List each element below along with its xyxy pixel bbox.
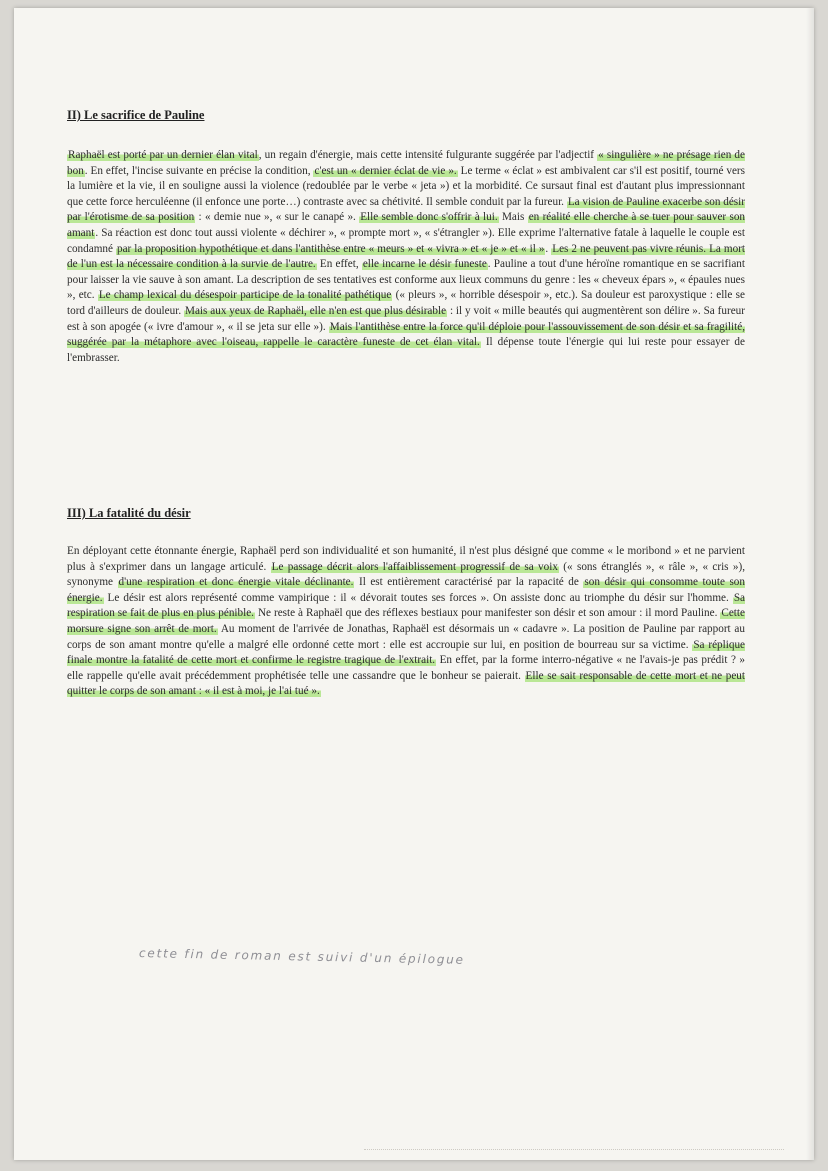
highlight: Sa réplique finale montre la fatalité de cette mort et confirme le registre tragique de l'extrait.	[67, 638, 746, 667]
highlight: Le passage décrit alors l'affaiblissement progressif de sa voix	[271, 560, 558, 573]
section-heading-fatalite: III) La fatalité du désir	[67, 506, 191, 520]
highlight: La vision de Pauline exacerbe son désir par l'érotisme de sa position	[67, 195, 745, 224]
section-heading-sacrifice: II) Le sacrifice de Pauline	[67, 108, 205, 122]
sleeve-edge-divider	[364, 1141, 784, 1150]
highlight: elle incarne le désir funeste	[362, 258, 487, 271]
highlight: en réalité elle cherche à se tuer pour sauver son amant	[67, 211, 746, 239]
highlight: d'une respiration et donc énergie vitale déclinante.	[118, 576, 354, 589]
highlight: Le champ lexical du désespoir participe de la tonalité pathétique	[98, 289, 392, 302]
highlight: Elle se sait responsable de cette mort et ne peut quitter le corps de son amant : « il est à moi, je l'ai tué ».	[67, 669, 745, 698]
document-page	[14, 8, 814, 1160]
highlight: Mais l'antithèse entre la force qu'il déploie pour l'assouvissement de son désir et sa fragilité, suggérée par la métaphore avec l'oiseau, rappelle le caractère funeste de cet élan vital.	[67, 320, 745, 349]
highlight: Les 2 ne peuvent pas vivre réunis. La mort de l'un est la nécessaire condition à la survie de l'autre.	[67, 242, 746, 271]
highlight: « singulière » ne présage rien de bon	[67, 149, 745, 177]
highlight: par la proposition hypothétique et dans l'antithèse entre « meurs » et « vivra » et « je » et « il »	[117, 242, 545, 255]
highlight: Sa respiration se fait de plus en plus pénible.	[67, 591, 745, 620]
highlight: Elle semble donc s'offrir à lui.	[360, 211, 498, 224]
highlight: Raphaël est porté par un dernier élan vital	[68, 149, 258, 161]
highlight: son désir qui consomme toute son énergie.	[67, 576, 745, 604]
highlight: Cette morsure signe son arrêt de mort.	[67, 607, 745, 635]
paragraph-fatalite: En déployant cette étonnante énergie, Raphaël perd son individualité et son humanité, il n'est plus désigné que comme « le moribond » et ne parvient plus à s'exprimer dans un langage articulé. Le passage décrit alors l'affaiblissement progressif de sa voix (« sons étranglés », « râle », « cris »), synonyme d'une respiration et donc énergie vitale déclinante. Il est entièrement caractérisé par la rapacité de son désir qui consomme toute son énergie. Le désir est alors représenté comme vampirique : il « dévorait toutes ses forces ». On assiste donc au triomphe du désir sur l'homme. Sa respiration se fait de plus en plus pénible. Ne reste à Raphaël que des réflexes bestiaux pour manifester son désir et son amour : il mord Pauline. Cette morsure signe son arrêt de mort. Au moment de l'arrivée de Jonathas, Raphaël est désormais un « cadavre ». La position de Pauline par rapport au corps de son amant montre qu'elle a malgré elle ordonné cette mort : elle est accroupie sur lui, en position de bourreau sur sa victime. Sa réplique finale montre la fatalité de cette mort et confirme le registre tragique de l'extrait. En effet, par la forme interro-négative « ne l'avais-je pas prédit ? » elle rappelle qu'elle avait précédemment prophétisée telle une cassandre que le bonheur se paierait. Elle se sait responsable de cette mort et ne peut quitter le corps de son amant : « il est à moi, je l'ai tué ».	[67, 545, 746, 698]
handwritten-note: cette fin de roman est suivi d'un épilogue	[138, 946, 465, 967]
highlight: c'est un « dernier éclat de vie ».	[314, 164, 457, 177]
paragraph-sacrifice: Raphaël est porté par un dernier élan vital, un regain d'énergie, mais cette intensité fulgurante suggérée par l'adjectif « singulière » ne présage rien de bon. En effet, l'incise suivante en précise la condition, c'est un « dernier éclat de vie ». Le terme « éclat » est ambivalent car s'il est positif, tourné vers la lumière et la vie, il en souligne aussi la violence (redoublée par le verbe « jeta ») et la morbidité. Ce sursaut final est d'autant plus impressionnant que cette force herculéenne (il enfonce une porte…) contraste avec sa chétivité. Il semble conduit par la fureur. La vision de Pauline exacerbe son désir par l'érotisme de sa position : « demie nue », « sur le canapé ». Elle semble donc s'offrir à lui. Mais en réalité elle cherche à se tuer pour sauver son amant. Sa réaction est donc tout aussi violente « déchirer », « prompte mort », « s'étrangler »). Elle exprime l'alternative fatale à laquelle le couple est condamné par la proposition hypothétique et dans l'antithèse entre « meurs » et « vivra » et « je » et « il ». Les 2 ne peuvent pas vivre réunis. La mort de l'un est la nécessaire condition à la survie de l'autre. En effet, elle incarne le désir funeste. Pauline a tout d'une héroïne romantique en se sacrifiant pour laisser la vie sauve à son amant. La description de ses tentatives est conforme aux lieux communs du genre : les « cheveux épars », « épaules nues », etc. Le champ lexical du désespoir participe de la tonalité pathétique (« pleurs », « horrible désespoir », etc.). Sa douleur est paroxystique : elle se tord d'ailleurs de douleur. Mais aux yeux de Raphaël, elle n'en est que plus désirable : il y voit « mille beautés qui augmentèrent son délire ». Sa fureur est à son apogée (« ivre d'amour », « il se jeta sur elle »). Mais l'antithèse entre la force qu'il déploie pour l'assouvissement de son désir et sa fragilité, suggérée par la métaphore avec l'oiseau, rappelle le caractère funeste de cet élan vital. Il dépense toute l'énergie qui lui reste pour essayer de l'embrasser.	[67, 149, 746, 364]
highlight: Mais aux yeux de Raphaël, elle n'en est que plus désirable	[185, 304, 447, 317]
